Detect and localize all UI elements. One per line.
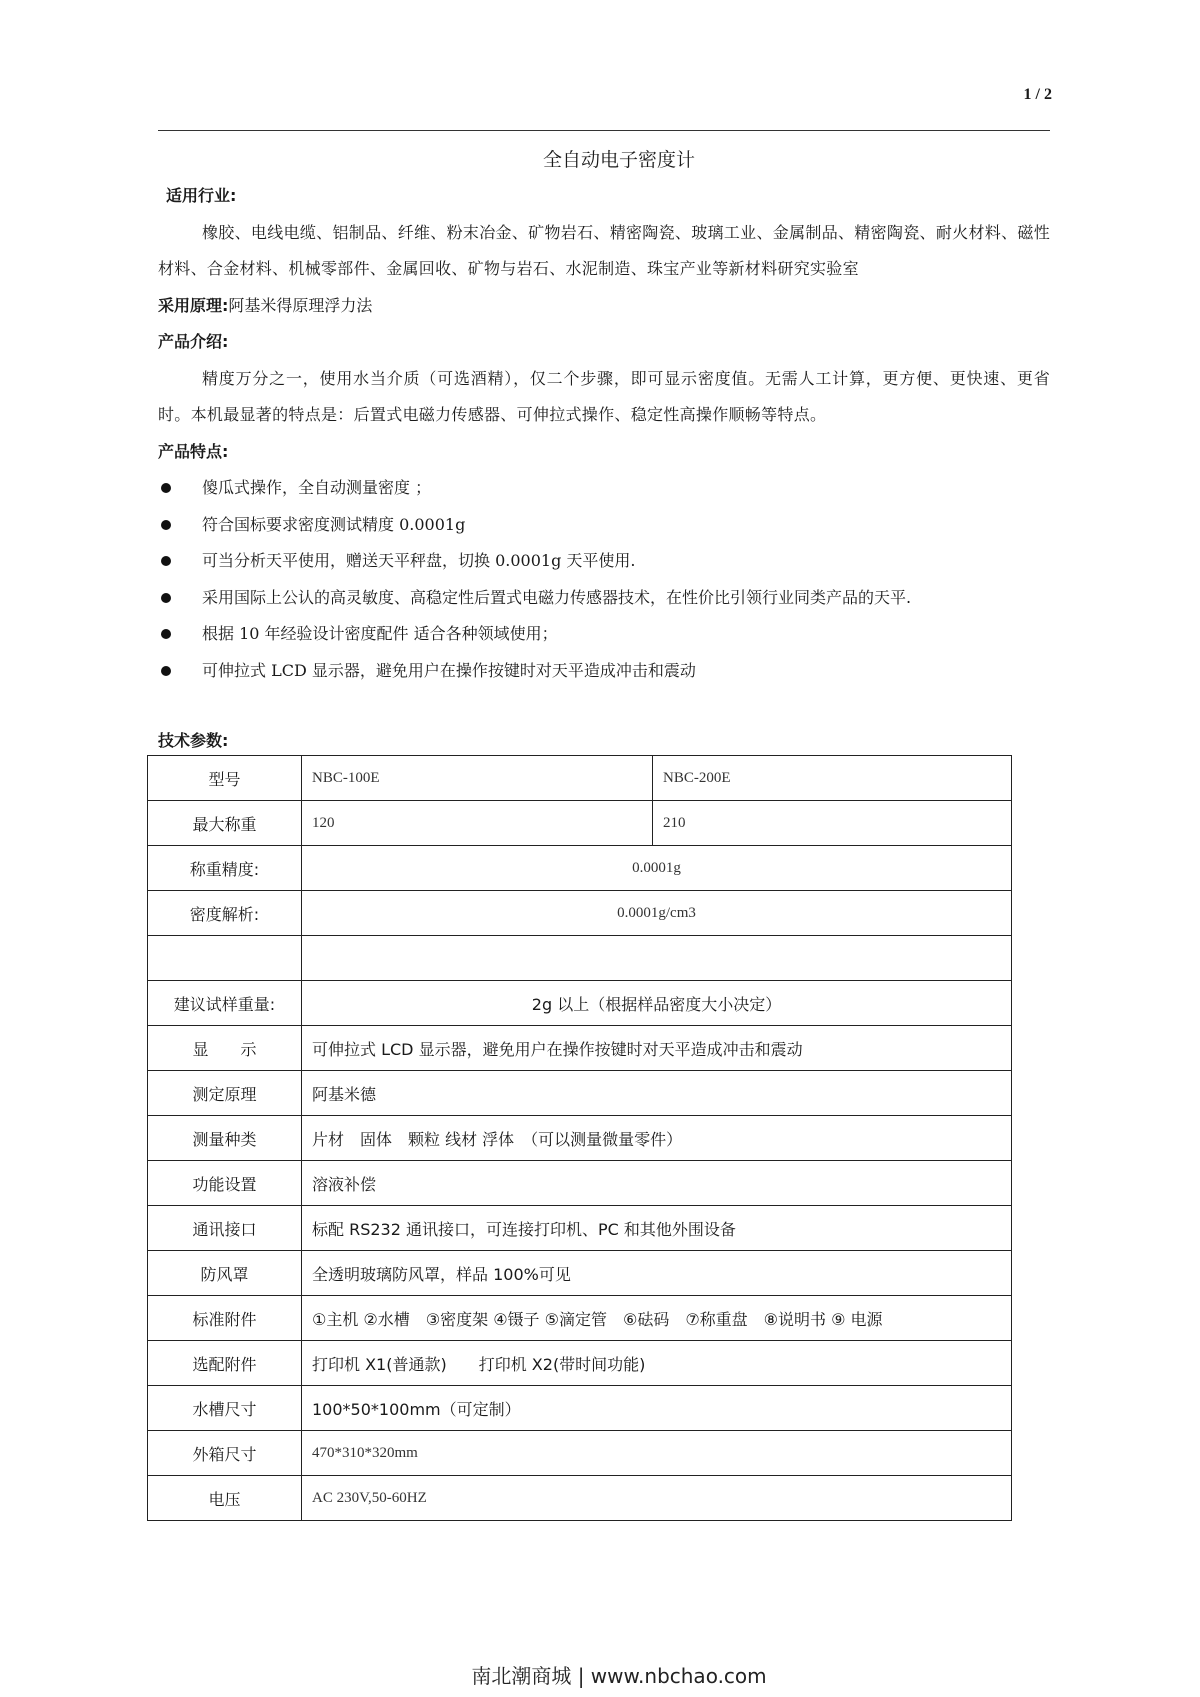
spec-label: 称重精度: (148, 846, 302, 891)
spec-value: 120 (302, 801, 653, 846)
spec-label: 选配附件 (148, 1341, 302, 1386)
features-heading: 产品特点: (158, 441, 229, 461)
feature-text: 傻瓜式操作，全自动测量密度 ； (202, 478, 432, 497)
table-row (148, 846, 1012, 891)
feature-text: 采用国际上公认的高灵敏度、高稳定性后置式电磁力传感器技术，在性价比引领行业同类产品的天平. (202, 587, 912, 607)
bullet-icon (161, 556, 171, 566)
spec-value: NBC-100E (302, 756, 653, 801)
document-body (158, 178, 1050, 760)
spec-label: 型号 (148, 756, 302, 801)
spec-value: 溶液补偿 (302, 1161, 1012, 1206)
spec-label: 外箱尺寸 (148, 1431, 302, 1476)
bullet-icon (161, 593, 171, 603)
table-row (148, 801, 1012, 846)
principle-text: 阿基米得原理浮力法 (228, 295, 373, 315)
table-row (148, 1116, 1012, 1161)
bullet-icon (161, 629, 171, 639)
feature-text: 根据 10 年经验设计密度配件 适合各种领域使用； (202, 624, 558, 643)
feature-item (158, 543, 1050, 580)
spec-value: 阿基米德 (302, 1071, 1012, 1116)
spec-label (148, 936, 302, 981)
table-row (148, 981, 1012, 1026)
spec-value: AC 230V,50-60HZ (302, 1476, 1012, 1521)
spec-label: 显 示 (148, 1026, 302, 1071)
spec-label: 水槽尺寸 (148, 1386, 302, 1431)
bullet-icon (161, 520, 171, 530)
table-row (148, 1296, 1012, 1341)
spec-value: 100*50*100mm（可定制） (302, 1386, 1012, 1431)
spec-label: 建议试样重量: (148, 981, 302, 1026)
principle-line (158, 288, 1050, 325)
feature-item (158, 653, 1050, 690)
table-row (148, 1386, 1012, 1431)
bullet-icon (161, 483, 171, 493)
spec-value (302, 936, 1012, 981)
table-row (148, 936, 1012, 981)
feature-item (158, 580, 1050, 617)
spec-value: NBC-200E (653, 756, 1012, 801)
table-row (148, 1206, 1012, 1251)
bullet-icon (161, 666, 171, 676)
spec-value: 标配 RS232 通讯接口，可连接打印机、PC 和其他外围设备 (302, 1206, 1012, 1251)
spec-label: 防风罩 (148, 1251, 302, 1296)
table-row (148, 1476, 1012, 1521)
feature-item (158, 616, 1050, 653)
industry-text: 橡胶、电线电缆、铝制品、纤维、粉末冶金、矿物岩石、精密陶瓷、玻璃工业、金属制品、精密陶瓷、耐火材料、磁性材料、合金材料、机械零部件、金属回收、矿物与岩石、水泥制造、珠宝产业等新材料研究实验室 (158, 222, 1050, 278)
spec-value: 打印机 X1(普通款) 打印机 X2(带时间功能) (302, 1341, 1012, 1386)
feature-text: 可当分析天平使用，赠送天平秤盘，切换 0.0001g 天平使用. (202, 551, 636, 570)
spec-label: 测量种类 (148, 1116, 302, 1161)
table-row (148, 1026, 1012, 1071)
intro-text: 精度万分之一，使用水当介质（可选酒精），仅二个步骤，即可显示密度值。无需人工计算，更方便、更快速、更省时。本机最显著的特点是：后置式电磁力传感器、可伸拉式操作、稳定性高操作顺畅等特点。 (158, 368, 1050, 424)
spec-label: 最大称重 (148, 801, 302, 846)
table-row (148, 1161, 1012, 1206)
table-row (148, 1071, 1012, 1116)
spec-value: 0.0001g/cm3 (302, 891, 1012, 936)
spec-table (147, 755, 1012, 1521)
principle-heading: 采用原理: (158, 295, 229, 315)
footer-site-link[interactable]: 南北潮商城 | www.nbchao.com (471, 1664, 767, 1688)
spec-value: 可伸拉式 LCD 显示器，避免用户在操作按键时对天平造成冲击和震动 (302, 1026, 1012, 1071)
table-row (148, 1341, 1012, 1386)
spec-value: 片材 固体 颗粒 线材 浮体 （可以测量微量零件） (302, 1116, 1012, 1161)
document-title: 全自动电子密度计 (542, 149, 695, 171)
spec-label: 测定原理 (148, 1071, 302, 1116)
feature-item (158, 507, 1050, 544)
spec-label: 标准附件 (148, 1296, 302, 1341)
page-number: 1 / 2 (1023, 86, 1052, 103)
features-list (158, 470, 1050, 689)
spec-label: 通讯接口 (148, 1206, 302, 1251)
spec-label: 电压 (148, 1476, 302, 1521)
table-row (148, 1431, 1012, 1476)
spec-label: 密度解析: (148, 891, 302, 936)
spec-value: 0.0001g (302, 846, 1012, 891)
spec-value: ①主机 ②水槽 ③密度架 ④镊子 ⑤滴定管 ⑥砝码 ⑦称重盘 ⑧说明书 ⑨ 电源 (302, 1296, 1012, 1341)
industry-heading: 适用行业: (166, 186, 237, 205)
table-row (148, 891, 1012, 936)
spec-value: 210 (653, 801, 1012, 846)
spec-value: 全透明玻璃防风罩，样品 100%可见 (302, 1251, 1012, 1296)
spec-label: 功能设置 (148, 1161, 302, 1206)
header-divider (158, 130, 1050, 131)
table-row (148, 756, 1012, 801)
table-row (148, 1251, 1012, 1296)
feature-text: 可伸拉式 LCD 显示器，避免用户在操作按键时对天平造成冲击和震动 (202, 660, 696, 680)
feature-item (158, 470, 1050, 507)
spec-value: 2g 以上（根据样品密度大小决定） (302, 981, 1012, 1026)
specs-heading: 技术参数: (158, 731, 229, 750)
spec-value: 470*310*320mm (302, 1431, 1012, 1476)
intro-heading: 产品介绍: (158, 332, 229, 351)
feature-text: 符合国标要求密度测试精度 0.0001g (202, 514, 466, 534)
